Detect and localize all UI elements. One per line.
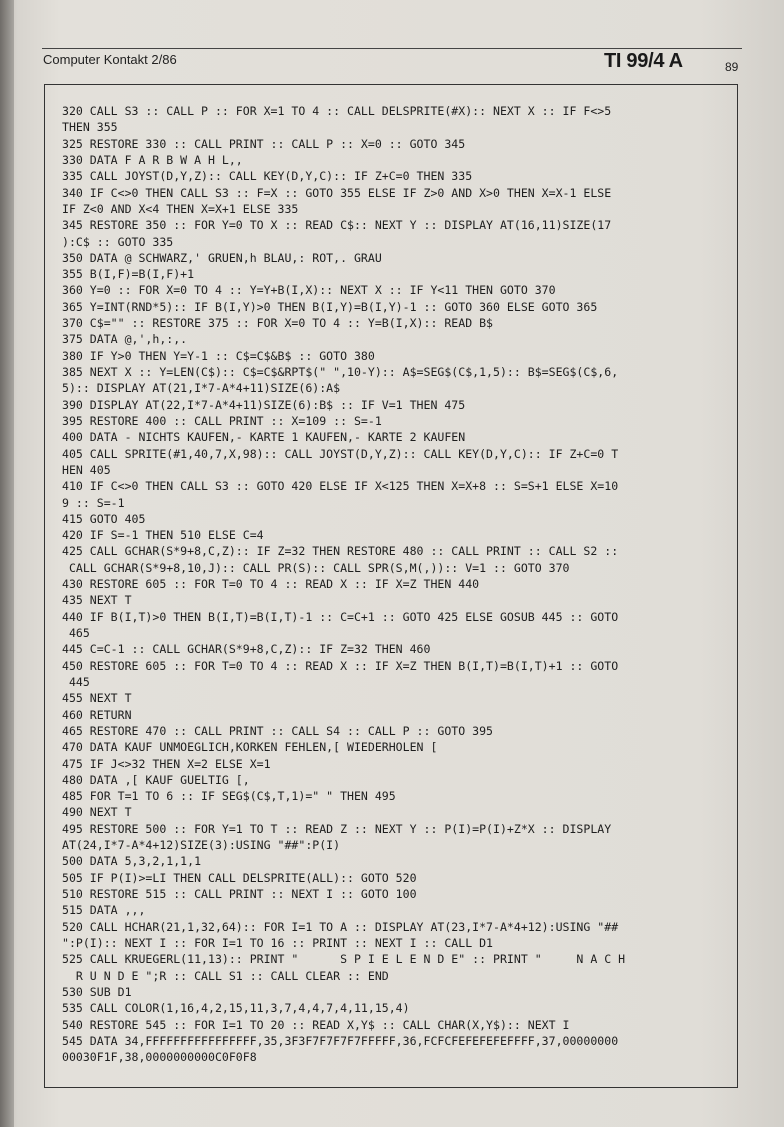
code-line: 365 Y=INT(RND*5):: IF B(I,Y)>0 THEN B(I,Y)=B(I,Y)-1 :: GOTO 360 ELSE GOTO 365 <box>62 299 598 314</box>
magazine-title: Computer Kontakt 2/86 <box>43 52 177 67</box>
code-line: 355 B(I,F)=B(I,F)+1 <box>62 267 195 282</box>
code-line: 475 IF J<>32 THEN X=2 ELSE X=1 <box>62 756 271 771</box>
code-line: ):C$ :: GOTO 335 <box>62 234 174 249</box>
code-line: 530 SUB D1 <box>62 984 132 999</box>
code-line: 525 CALL KRUEGERL(11,13):: PRINT " S P I E L E N D E" :: PRINT " N A C H <box>62 952 626 967</box>
code-line: 385 NEXT X :: Y=LEN(C$):: C$=C$&RPT$(" ",10-Y):: A$=SEG$(C$,1,5):: B$=SEG$(C$,6, <box>62 365 619 379</box>
code-line: 405 CALL SPRITE(#1,40,7,X,98):: CALL JOYST(D,Y,Z):: CALL KEY(D,Y,C):: IF Z+C=0 T <box>62 446 619 461</box>
code-line: 340 IF C<>0 THEN CALL S3 :: F=X :: GOTO 355 ELSE IF Z>0 AND X>0 THEN X=X-1 ELSE <box>62 185 612 200</box>
code-line: 5):: DISPLAY AT(21,I*7-A*4+11)SIZE(6):A$ <box>62 381 341 396</box>
code-line: 540 RESTORE 545 :: FOR I=1 TO 20 :: READ X,Y$ :: CALL CHAR(X,Y$):: NEXT I <box>62 1017 570 1032</box>
code-line: 415 GOTO 405 <box>62 511 146 526</box>
code-line: 450 RESTORE 605 :: FOR T=0 TO 4 :: READ X :: IF X=Z THEN B(I,T)=B(I,T)+1 :: GOTO <box>62 658 619 673</box>
page-number: 89 <box>725 60 739 74</box>
code-line: 400 DATA - NICHTS KAUFEN,- KARTE 1 KAUFEN,- KARTE 2 KAUFEN <box>62 430 466 445</box>
code-line: ":P(I):: NEXT I :: FOR I=1 TO 16 :: PRINT :: NEXT I :: CALL D1 <box>62 935 494 950</box>
code-line: 345 RESTORE 350 :: FOR Y=0 TO X :: READ C$:: NEXT Y :: DISPLAY AT(16,11)SIZE(17 <box>62 218 612 233</box>
code-line: 480 DATA ,[ KAUF GUELTIG [, <box>62 772 250 787</box>
code-line: 420 IF S=-1 THEN 510 ELSE C=4 <box>62 528 264 543</box>
code-line: 9 :: S=-1 <box>62 495 125 510</box>
section-title: TI 99/4 A <box>604 50 683 72</box>
code-line: 465 <box>62 626 90 640</box>
code-line: 320 CALL S3 :: CALL P :: FOR X=1 TO 4 :: CALL DELSPRITE(#X):: NEXT X :: IF F<>5 <box>62 104 612 118</box>
code-line: 335 CALL JOYST(D,Y,Z):: CALL KEY(D,Y,C):: IF Z+C=0 THEN 335 <box>62 169 473 184</box>
code-line: AT(24,I*7-A*4+12)SIZE(3):USING "##":P(I) <box>62 838 341 853</box>
code-line: 455 NEXT T <box>62 691 132 706</box>
code-line: 470 DATA KAUF UNMOEGLICH,KORKEN FEHLEN,[ WIEDERHOLEN [ <box>62 740 438 755</box>
code-line: 515 DATA ,,, <box>62 903 146 918</box>
code-line: 375 DATA @,',h,:,. <box>62 332 188 347</box>
basic-program-listing <box>62 103 732 1065</box>
code-line: 330 DATA F A R B W A H L,, <box>62 152 243 167</box>
code-line: 485 FOR T=1 TO 6 :: IF SEG$(C$,T,1)=" " THEN 495 <box>62 789 396 804</box>
code-line: 00030F1F,38,0000000000C0F0F8 <box>62 1050 257 1065</box>
code-line: HEN 405 <box>62 462 111 477</box>
code-line: 380 IF Y>0 THEN Y=Y-1 :: C$=C$&B$ :: GOTO 380 <box>62 348 375 363</box>
code-line: 495 RESTORE 500 :: FOR Y=1 TO T :: READ Z :: NEXT Y :: P(I)=P(I)+Z*X :: DISPLAY <box>62 821 612 836</box>
code-line: CALL GCHAR(S*9+8,10,J):: CALL PR(S):: CALL SPR(S,M(,)):: V=1 :: GOTO 370 <box>62 560 570 575</box>
code-line: 390 DISPLAY AT(22,I*7-A*4+11)SIZE(6):B$ :: IF V=1 THEN 475 <box>62 397 466 412</box>
code-line: 445 <box>62 674 90 689</box>
header-rule <box>42 48 742 49</box>
code-line: 430 RESTORE 605 :: FOR T=0 TO 4 :: READ X :: IF X=Z THEN 440 <box>62 577 480 592</box>
code-line: 360 Y=0 :: FOR X=0 TO 4 :: Y=Y+B(I,X):: NEXT X :: IF Y<11 THEN GOTO 370 <box>62 283 556 298</box>
code-line: 395 RESTORE 400 :: CALL PRINT :: X=109 :: S=-1 <box>62 413 382 428</box>
code-line: 325 RESTORE 330 :: CALL PRINT :: CALL P :: X=0 :: GOTO 345 <box>62 136 466 151</box>
code-line: IF Z<0 AND X<4 THEN X=X+1 ELSE 335 <box>62 201 299 216</box>
code-line: 370 C$="" :: RESTORE 375 :: FOR X=0 TO 4 :: Y=B(I,X):: READ B$ <box>62 316 494 331</box>
code-line: 520 CALL HCHAR(21,1,32,64):: FOR I=1 TO A :: DISPLAY AT(23,I*7-A*4+12):USING "## <box>62 919 619 934</box>
code-line: 490 NEXT T <box>62 805 132 820</box>
code-line: 425 CALL GCHAR(S*9+8,C,Z):: IF Z=32 THEN RESTORE 480 :: CALL PRINT :: CALL S2 :: <box>62 544 619 559</box>
code-line: 545 DATA 34,FFFFFFFFFFFFFFFF,35,3F3F7F7F7F7FFFFF,36,FCFCFEFEFEFEFFFF,37,00000000 <box>62 1033 619 1048</box>
code-line: 500 DATA 5,3,2,1,1,1 <box>62 854 202 869</box>
code-line: 510 RESTORE 515 :: CALL PRINT :: NEXT I :: GOTO 100 <box>62 887 417 901</box>
code-line: 505 IF P(I)>=LI THEN CALL DELSPRITE(ALL):: GOTO 520 <box>62 870 417 885</box>
code-line: 440 IF B(I,T)>0 THEN B(I,T)=B(I,T)-1 :: C=C+1 :: GOTO 425 ELSE GOSUB 445 :: GOTO <box>62 609 619 624</box>
code-line: 410 IF C<>0 THEN CALL S3 :: GOTO 420 ELSE IF X<125 THEN X=X+8 :: S=S+1 ELSE X=10 <box>62 479 619 494</box>
code-line: 435 NEXT T <box>62 593 132 608</box>
code-line: 460 RETURN <box>62 707 132 722</box>
code-line: 465 RESTORE 470 :: CALL PRINT :: CALL S4 :: CALL P :: GOTO 395 <box>62 723 494 738</box>
code-line: 350 DATA @ SCHWARZ,' GRUEN,h BLAU,: ROT,. GRAU <box>62 250 382 265</box>
code-line: THEN 355 <box>62 120 118 135</box>
code-line: R U N D E ";R :: CALL S1 :: CALL CLEAR :: END <box>62 968 389 983</box>
page-binding-shadow <box>0 0 14 1127</box>
code-line: 445 C=C-1 :: CALL GCHAR(S*9+8,C,Z):: IF Z=32 THEN 460 <box>62 642 431 657</box>
code-line: 535 CALL COLOR(1,16,4,2,15,11,3,7,4,4,7,4,11,15,4) <box>62 1001 410 1016</box>
